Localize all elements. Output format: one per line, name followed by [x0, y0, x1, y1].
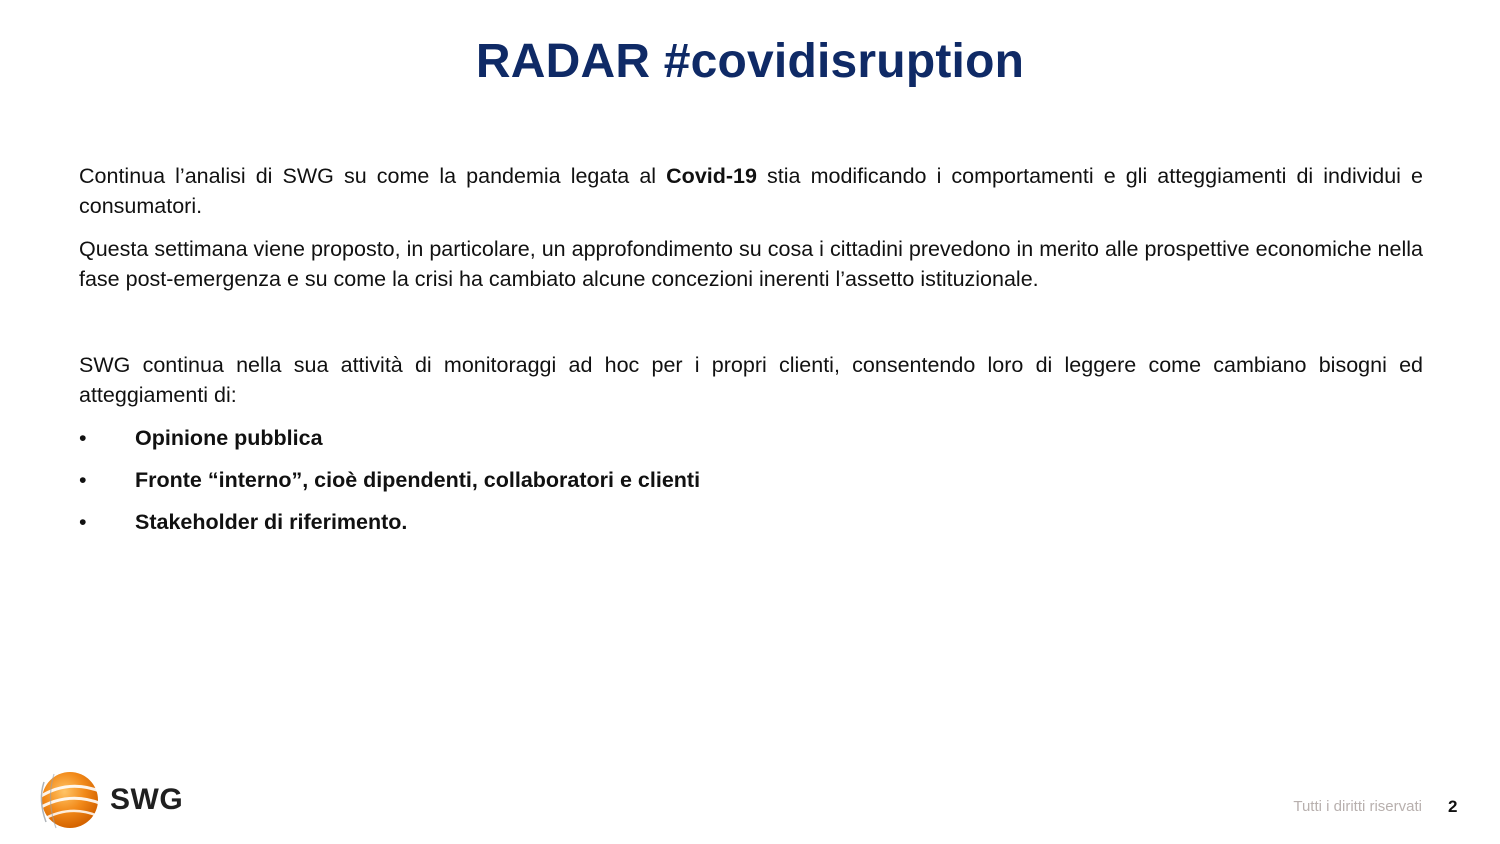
intro-text-before: Continua l’analisi di SWG su come la pandemia legata al — [79, 164, 667, 188]
list-item-text: Fronte “interno”, cioè dipendenti, collaboratori e clienti — [135, 468, 701, 492]
focus-paragraph: Questa settimana viene proposto, in particolare, un approfondimento su cosa i cittadini prevedono in merito alle prospettive economiche nella fase post-emergenza e su come la crisi ha cambiato alcune concezioni inerenti l’assetto istituzionale. — [79, 237, 1423, 291]
list-item-text: Opinione pubblica — [135, 426, 323, 450]
intro-text-after: stia modificando i comportamenti e gli atteggiamenti di individui e consumatori. — [79, 164, 1423, 218]
intro-paragraph — [79, 161, 1423, 221]
covid-highlight: Covid-19 — [666, 164, 757, 188]
logo-wordmark: SWG — [110, 783, 184, 816]
rights-notice: Tutti i diritti riservati — [1293, 798, 1422, 815]
list-item-text: Stakeholder di riferimento. — [135, 510, 408, 534]
slide-title: RADAR #covidisruption — [475, 35, 1025, 88]
list-item — [79, 423, 1423, 453]
bullet-marker: • — [79, 468, 87, 492]
target-list — [79, 423, 1423, 537]
bullet-marker: • — [79, 426, 87, 450]
list-item — [79, 507, 1423, 537]
slide-body — [79, 161, 1423, 549]
swg-logo — [32, 768, 192, 832]
swg-globe-icon — [32, 768, 104, 832]
list-item — [79, 465, 1423, 495]
monitoring-paragraph: SWG continua nella sua attività di monitoraggi ad hoc per i propri clienti, consentendo loro di leggere come cambiano bisogni ed atteggiamenti di: — [79, 353, 1423, 407]
page-number: 2 — [1448, 797, 1458, 816]
bullet-marker: • — [79, 510, 87, 534]
